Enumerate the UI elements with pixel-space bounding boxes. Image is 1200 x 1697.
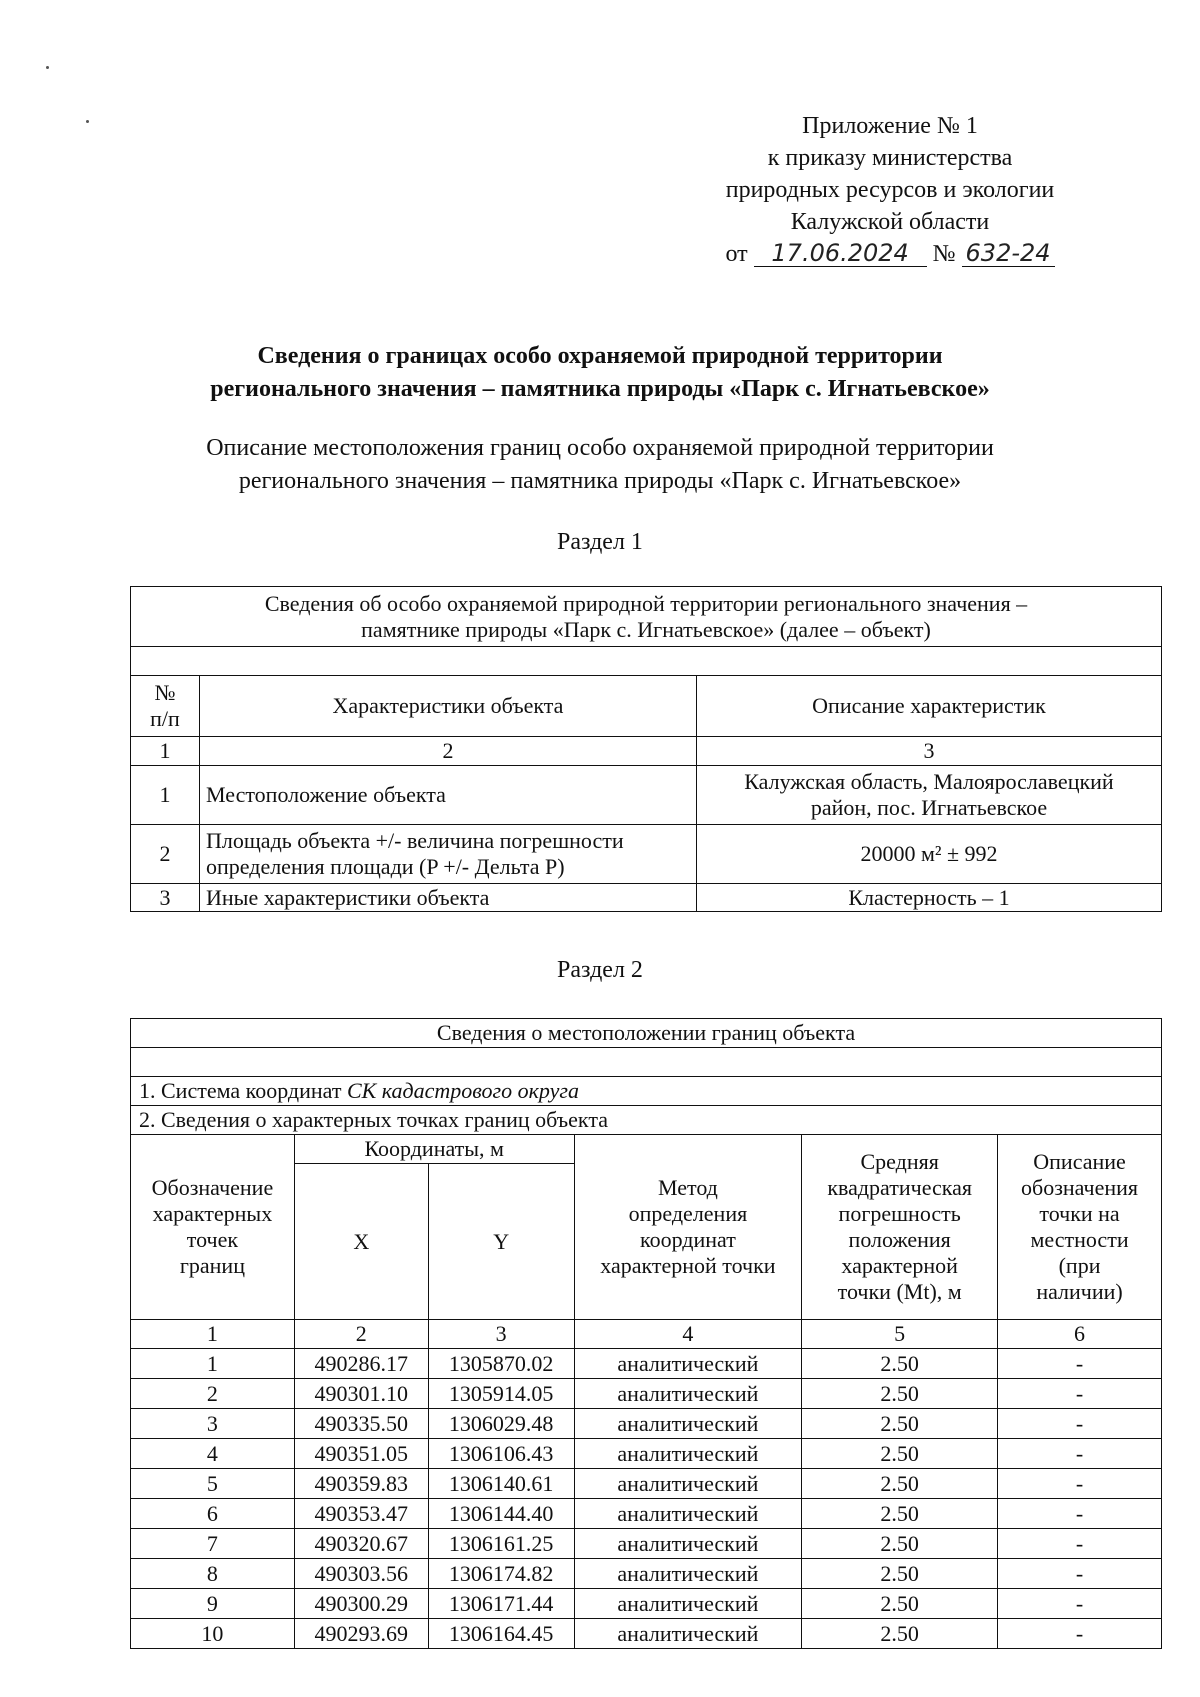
object-info-table bbox=[130, 586, 1162, 912]
point-desc: - bbox=[998, 1379, 1162, 1409]
row-characteristic bbox=[200, 825, 697, 884]
point-x: 490286.17 bbox=[294, 1349, 428, 1379]
row-characteristic-line: определения площади (P +/- Дельта P) bbox=[206, 854, 565, 879]
blank-cell bbox=[131, 1048, 1162, 1077]
point-id: 9 bbox=[131, 1589, 295, 1619]
appendix-line: Калужской области bbox=[790, 209, 990, 235]
table-row bbox=[131, 1499, 1162, 1529]
point-method: аналитический bbox=[574, 1379, 802, 1409]
row-description: Кластерность – 1 bbox=[697, 884, 1162, 912]
point-method: аналитический bbox=[574, 1529, 802, 1559]
point-id: 5 bbox=[131, 1469, 295, 1499]
point-desc: - bbox=[998, 1589, 1162, 1619]
point-y: 1306174.82 bbox=[428, 1559, 574, 1589]
header-cell-description: Описание характеристик bbox=[697, 676, 1162, 737]
point-desc: - bbox=[998, 1619, 1162, 1649]
header-text: характерной точки bbox=[600, 1253, 776, 1278]
point-mt: 2.50 bbox=[802, 1529, 998, 1559]
header-cell-y: Y bbox=[428, 1164, 574, 1320]
document-subtitle-line: регионального значения – памятника природы «Парк с. Игнатьевское» bbox=[238, 468, 962, 494]
table-blank-row bbox=[131, 647, 1162, 676]
point-method: аналитический bbox=[574, 1409, 802, 1439]
row-characteristic: Иные характеристики объекта bbox=[200, 884, 697, 912]
header-cell-x: X bbox=[294, 1164, 428, 1320]
point-x: 490351.05 bbox=[294, 1439, 428, 1469]
point-desc: - bbox=[998, 1349, 1162, 1379]
header-text: местности bbox=[1030, 1227, 1129, 1252]
point-mt: 2.50 bbox=[802, 1559, 998, 1589]
point-method: аналитический bbox=[574, 1349, 802, 1379]
point-mt: 2.50 bbox=[802, 1499, 998, 1529]
blank-cell bbox=[131, 647, 1162, 676]
table-caption-row bbox=[131, 1019, 1162, 1048]
point-method: аналитический bbox=[574, 1469, 802, 1499]
point-y: 1306106.43 bbox=[428, 1439, 574, 1469]
header-text: (при bbox=[1058, 1253, 1101, 1278]
appendix-number-handwritten: 632-24 bbox=[962, 240, 1055, 267]
header-text: положения bbox=[848, 1227, 951, 1252]
appendix-date-line bbox=[700, 238, 1080, 270]
header-text: Обозначение bbox=[151, 1175, 274, 1200]
header-cell-error bbox=[802, 1135, 998, 1320]
header-cell-method bbox=[574, 1135, 802, 1320]
point-id: 4 bbox=[131, 1439, 295, 1469]
points-table-caption: Сведения о местоположении границ объекта bbox=[131, 1019, 1162, 1048]
point-x: 490301.10 bbox=[294, 1379, 428, 1409]
point-x: 490353.47 bbox=[294, 1499, 428, 1529]
row-description-line: район, пос. Игнатьевское bbox=[810, 795, 1048, 820]
point-y: 1306171.44 bbox=[428, 1589, 574, 1619]
point-y: 1306161.25 bbox=[428, 1529, 574, 1559]
point-mt: 2.50 bbox=[802, 1409, 998, 1439]
header-text: Метод bbox=[657, 1175, 718, 1200]
table-row bbox=[131, 1379, 1162, 1409]
point-y: 1305914.05 bbox=[428, 1379, 574, 1409]
point-x: 490293.69 bbox=[294, 1619, 428, 1649]
table-index-row bbox=[131, 737, 1162, 766]
header-text: характерной bbox=[841, 1253, 958, 1278]
index-cell: 3 bbox=[697, 737, 1162, 766]
point-id: 10 bbox=[131, 1619, 295, 1649]
header-text: определения bbox=[628, 1201, 748, 1226]
appendix-line: Приложение № 1 bbox=[802, 113, 978, 139]
table-row bbox=[131, 766, 1162, 825]
point-mt: 2.50 bbox=[802, 1619, 998, 1649]
document-subtitle-line: Описание местоположения границ особо охраняемой природной территории bbox=[206, 435, 994, 461]
table-index-row bbox=[131, 1320, 1162, 1349]
appendix-line: природных ресурсов и экологии bbox=[725, 177, 1055, 203]
point-x: 490320.67 bbox=[294, 1529, 428, 1559]
header-text: квадратическая bbox=[827, 1175, 973, 1200]
point-y: 1306029.48 bbox=[428, 1409, 574, 1439]
row-description bbox=[697, 766, 1162, 825]
caption-line: Сведения об особо охраняемой природной территории регионального значения – bbox=[264, 590, 1028, 616]
point-id: 3 bbox=[131, 1409, 295, 1439]
header-text: характерных bbox=[152, 1201, 273, 1226]
document-title bbox=[120, 340, 1080, 406]
header-text: точки на bbox=[1039, 1201, 1120, 1226]
index-cell: 2 bbox=[294, 1320, 428, 1349]
table-row bbox=[131, 1619, 1162, 1649]
point-x: 490359.83 bbox=[294, 1469, 428, 1499]
section2-title: Раздел 2 bbox=[557, 957, 643, 983]
header-text: п/п bbox=[150, 706, 180, 731]
header-cell-no bbox=[131, 676, 200, 737]
table-row bbox=[131, 1439, 1162, 1469]
index-cell: 1 bbox=[131, 737, 200, 766]
table-blank-row bbox=[131, 1048, 1162, 1077]
table-header-row bbox=[131, 676, 1162, 737]
point-y: 1306144.40 bbox=[428, 1499, 574, 1529]
point-id: 1 bbox=[131, 1349, 295, 1379]
header-cell-characteristics: Характеристики объекта bbox=[200, 676, 697, 737]
point-method: аналитический bbox=[574, 1619, 802, 1649]
point-id: 6 bbox=[131, 1499, 295, 1529]
point-y: 1306140.61 bbox=[428, 1469, 574, 1499]
appendix-date-handwritten: 17.06.2024 bbox=[754, 240, 927, 267]
point-x: 490335.50 bbox=[294, 1409, 428, 1439]
header-cell-designation bbox=[131, 1135, 295, 1320]
table-row bbox=[131, 825, 1162, 884]
table-header-row bbox=[131, 1135, 1162, 1164]
scan-speck bbox=[86, 120, 89, 123]
header-text: координат bbox=[640, 1227, 736, 1252]
point-mt: 2.50 bbox=[802, 1469, 998, 1499]
row-number: 1 bbox=[131, 766, 200, 825]
table-row bbox=[131, 884, 1162, 912]
point-method: аналитический bbox=[574, 1499, 802, 1529]
header-text: наличии) bbox=[1036, 1279, 1123, 1304]
point-desc: - bbox=[998, 1529, 1162, 1559]
object-info-caption bbox=[131, 587, 1162, 647]
row-number: 3 bbox=[131, 884, 200, 912]
table-row bbox=[131, 1559, 1162, 1589]
header-text: границ bbox=[179, 1253, 245, 1278]
index-cell: 6 bbox=[998, 1320, 1162, 1349]
point-mt: 2.50 bbox=[802, 1439, 998, 1469]
header-text: погрешность bbox=[838, 1201, 961, 1226]
header-text: точки (Mt), м bbox=[837, 1279, 962, 1304]
index-cell: 3 bbox=[428, 1320, 574, 1349]
header-text: № bbox=[154, 680, 176, 705]
index-cell: 4 bbox=[574, 1320, 802, 1349]
row-characteristic-line: Площадь объекта +/- величина погрешности bbox=[206, 828, 624, 853]
table-row bbox=[131, 1529, 1162, 1559]
point-method: аналитический bbox=[574, 1559, 802, 1589]
table-info-row bbox=[131, 1077, 1162, 1106]
header-text: точек bbox=[186, 1227, 239, 1252]
scan-speck bbox=[46, 66, 49, 69]
point-y: 1306164.45 bbox=[428, 1619, 574, 1649]
point-x: 490303.56 bbox=[294, 1559, 428, 1589]
row-description: 20000 м² ± 992 bbox=[697, 825, 1162, 884]
coordinate-system-prefix: 1. Система координат bbox=[139, 1078, 347, 1103]
point-mt: 2.50 bbox=[802, 1379, 998, 1409]
point-mt: 2.50 bbox=[802, 1349, 998, 1379]
coordinate-system-name: СК кадастрового округа bbox=[346, 1078, 579, 1103]
point-id: 2 bbox=[131, 1379, 295, 1409]
section1-title: Раздел 1 bbox=[557, 529, 643, 555]
header-cell-coordinates: Координаты, м bbox=[294, 1135, 574, 1164]
header-text: обозначения bbox=[1021, 1175, 1139, 1200]
point-desc: - bbox=[998, 1469, 1162, 1499]
header-text: Описание bbox=[1033, 1149, 1126, 1174]
point-desc: - bbox=[998, 1559, 1162, 1589]
point-desc: - bbox=[998, 1499, 1162, 1529]
index-cell: 2 bbox=[200, 737, 697, 766]
appendix-line: к приказу министерства bbox=[767, 145, 1013, 171]
appendix-number-label: № bbox=[932, 241, 956, 267]
points-caption-cell: 2. Сведения о характерных точках границ объекта bbox=[131, 1106, 1162, 1135]
header-cell-description bbox=[998, 1135, 1162, 1320]
point-x: 490300.29 bbox=[294, 1589, 428, 1619]
document-title-line: регионального значения – памятника природы «Парк с. Игнатьевское» bbox=[210, 376, 990, 402]
row-description-line: Калужская область, Малоярославецкий bbox=[744, 769, 1114, 794]
table-row bbox=[131, 1349, 1162, 1379]
point-y: 1305870.02 bbox=[428, 1349, 574, 1379]
table-info-row bbox=[131, 1106, 1162, 1135]
document-title-line: Сведения о границах особо охраняемой природной территории bbox=[257, 343, 943, 369]
table-row bbox=[131, 1409, 1162, 1439]
point-method: аналитический bbox=[574, 1439, 802, 1469]
point-desc: - bbox=[998, 1439, 1162, 1469]
index-cell: 5 bbox=[802, 1320, 998, 1349]
caption-line: памятнике природы «Парк с. Игнатьевское» (далее – объект) bbox=[361, 616, 931, 642]
point-method: аналитический bbox=[574, 1589, 802, 1619]
table-row bbox=[131, 1469, 1162, 1499]
point-mt: 2.50 bbox=[802, 1589, 998, 1619]
index-cell: 1 bbox=[131, 1320, 295, 1349]
boundary-points-table bbox=[130, 1018, 1162, 1649]
row-characteristic: Местоположение объекта bbox=[200, 766, 697, 825]
point-id: 8 bbox=[131, 1559, 295, 1589]
point-id: 7 bbox=[131, 1529, 295, 1559]
appendix-from-label: от bbox=[725, 241, 748, 267]
table-caption-row bbox=[131, 587, 1162, 647]
table-row bbox=[131, 1589, 1162, 1619]
document-subtitle bbox=[120, 432, 1080, 498]
point-desc: - bbox=[998, 1409, 1162, 1439]
row-number: 2 bbox=[131, 825, 200, 884]
coordinate-system-cell bbox=[131, 1077, 1162, 1106]
appendix-block bbox=[700, 110, 1080, 270]
header-text: Средняя bbox=[860, 1149, 939, 1174]
